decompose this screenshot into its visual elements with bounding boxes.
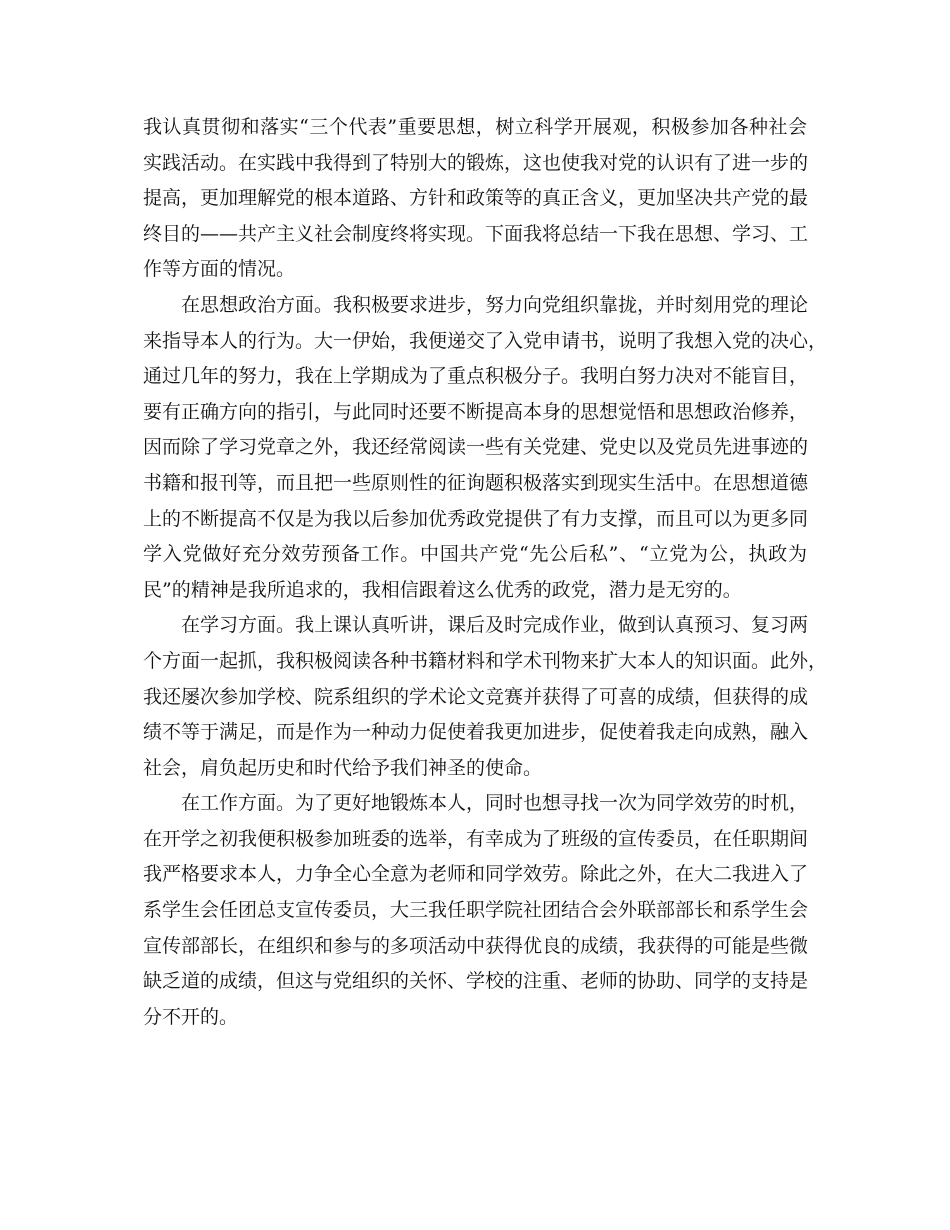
- text-line: 终目的——共产主义社会制度终将实现。下面我将总结一下我在思想、学习、工: [143, 222, 809, 245]
- text-line: 系学生会任团总支宣传委员，大三我任职学院社团结合会外联部部长和系学生会: [143, 899, 809, 922]
- paragraph-intro: [143, 110, 807, 288]
- text-line: 我严格要求本人，力争全心全意为老师和同学效劳。除此之外，在大二我进入了: [143, 863, 809, 886]
- text-line: 在开学之初我便积极参加班委的选举，有幸成为了班级的宣传委员，在任职期间: [143, 827, 809, 850]
- text-line: 作等方面的情况。: [143, 258, 296, 281]
- text-line: 我还屡次参加学校、院系组织的学术论文竞赛并获得了可喜的成绩，但获得的成: [143, 685, 809, 708]
- text-line: 在工作方面。为了更好地锻炼本人，同时也想寻找一次为同学效劳的时机，: [181, 792, 809, 815]
- paragraph-ideology: [143, 288, 828, 608]
- text-line: 缺乏道的成绩，但这与党组织的关怀、学校的注重、老师的协助、同学的支持是: [143, 970, 809, 993]
- text-line: 因而除了学习党章之外，我还经常阅读一些有关党建、党史以及党员先进事迹的: [143, 436, 809, 459]
- text-line: 宣传部部长，在组织和参与的多项活动中获得优良的成绩，我获得的可能是些微: [143, 934, 809, 957]
- text-line: 在学习方面。我上课认真听讲，课后及时完成作业，做到认真预习、复习两: [181, 614, 809, 637]
- text-line: 学入党做好充分效劳预备工作。中国共产党“先公后私”、“立党为公，执政为: [143, 543, 807, 566]
- text-line: 个方面一起抓，我积极阅读各种书籍材料和学术刊物来扩大本人的知识面。此外，: [143, 649, 828, 672]
- text-line: 民”的精神是我所追求的，我相信跟着这么优秀的政党，潜力是无穷的。: [143, 578, 742, 601]
- text-line: 实践活动。在实践中我得到了特别大的锻炼，这也使我对党的认识有了进一步的: [143, 151, 809, 174]
- paragraph-study: [143, 608, 828, 786]
- text-line: 上的不断提高不仅是为我以后参加优秀政党提供了有力支撑，而且可以为更多同: [143, 507, 809, 530]
- text-line: 提高，更加理解党的根本道路、方针和政策等的真正含义，更加坚决共产党的最: [143, 187, 809, 210]
- text-line: 来指导本人的行为。大一伊始，我便递交了入党申请书，说明了我想入党的决心，: [143, 329, 828, 352]
- text-line: 书籍和报刊等，而且把一些原则性的征询题积极落实到现实生活中。在思想道德: [143, 471, 809, 494]
- text-line: 在思想政治方面。我积极要求进步，努力向党组织靠拢，并时刻用党的理论: [181, 293, 809, 316]
- document-body: [143, 110, 828, 1035]
- text-line: 要有正确方向的指引，与此同时还要不断提高本身的思想觉悟和思想政治修养，: [143, 400, 809, 423]
- paragraph-work: [143, 786, 807, 1035]
- text-line: 绩不等于满足，而是作为一种动力促使着我更加进步，促使着我走向成熟，融入: [143, 721, 809, 744]
- text-line: 通过几年的努力，我在上学期成为了重点积极分子。我明白努力决对不能盲目，: [143, 365, 809, 388]
- text-line: 社会，肩负起历史和时代给予我们神圣的使命。: [143, 756, 543, 779]
- text-line: 我认真贯彻和落实“三个代表”重要思想，树立科学开展观，积极参加各种社会: [143, 116, 807, 138]
- text-line: 分不开的。: [143, 1005, 239, 1028]
